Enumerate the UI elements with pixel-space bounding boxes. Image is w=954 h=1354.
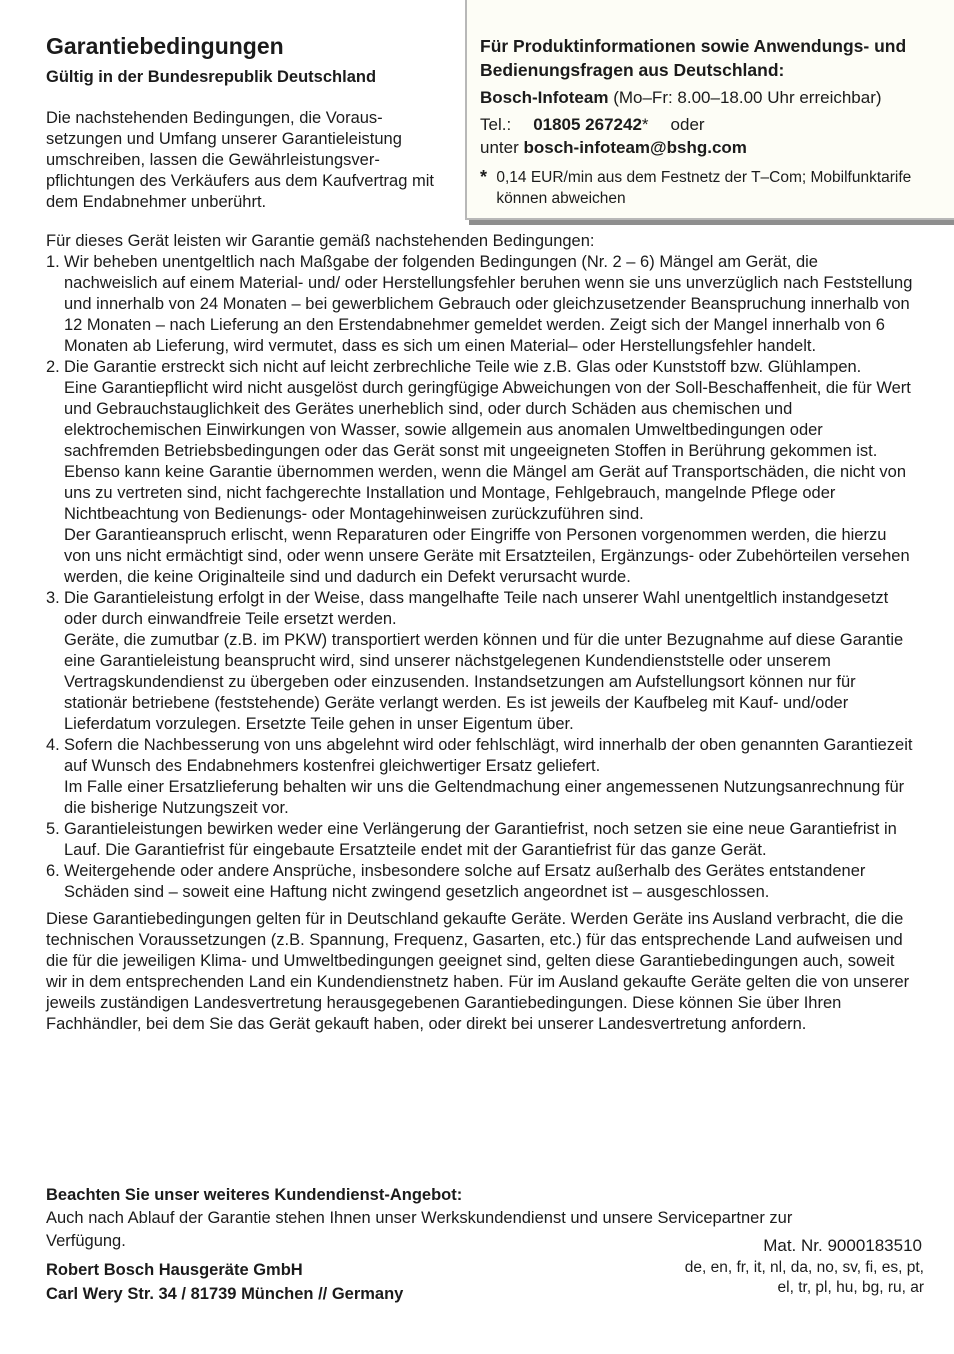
page-subtitle: Gültig in der Bundesrepublik Deutschland xyxy=(46,68,377,86)
email-address[interactable]: bosch-infoteam@bshg.com xyxy=(523,138,747,157)
condition-number: 1. xyxy=(46,253,60,271)
condition-item xyxy=(46,861,916,903)
condition-text: Sofern die Nachbesserung von uns abgelehnt wird oder fehlschlägt, wird innerhalb der oben genannten Garantiezeit auf Wunsch des Endabnehmers kostenfrei gleichwertiger Ersatz geliefert. xyxy=(64,736,913,775)
contact-info-box xyxy=(465,0,954,220)
condition-number: 6. xyxy=(46,862,60,880)
infoteam-name: Bosch-Infoteam xyxy=(480,88,609,107)
condition-number: 3. xyxy=(46,589,60,607)
conditions-lead: Für dieses Gerät leisten wir Garantie gemäß nachstehenden Bedingungen: xyxy=(46,232,595,250)
company-name: Robert Bosch Hausgeräte GmbH xyxy=(46,1261,303,1279)
condition-item xyxy=(46,357,916,588)
email-line xyxy=(480,137,945,159)
condition-text: Die Garantie erstreckt sich nicht auf leicht zerbrechliche Teile wie z.B. Glas oder Kunststoff bzw. Glühlampen. xyxy=(64,358,862,376)
infoteam-hours: (Mo–Fr: 8.00–18.00 Uhr erreichbar) xyxy=(613,88,882,107)
condition-item xyxy=(46,735,916,819)
language-codes: de, en, fr, it, nl, da, no, sv, fi, es, pt, el, tr, pl, hu, bg, ru, ar xyxy=(684,1259,924,1296)
condition-text: Garantieleistungen bewirken weder eine Verlängerung der Garantiefrist, noch setzen sie eine neue Garantiefrist in Lauf. Die Garantiefrist für eingebaute Ersatzteile endet mit der Garantiefrist für das ganze Gerät. xyxy=(64,820,897,859)
condition-text: Weitergehende oder andere Ansprüche, insbesondere solche auf Ersatz außerhalb des Gerätes entstandener Schäden sind – soweit eine Haftung nicht zwingend gesetzlich angeordnet ist – ausgeschlossen. xyxy=(64,862,866,901)
footnote-star: * xyxy=(480,167,488,187)
tariff-footnote xyxy=(480,167,945,209)
service-heading: Beachten Sie unser weiteres Kundendienst-Angebot: xyxy=(46,1186,463,1204)
contact-heading: Für Produktinformationen sowie Anwendungs- und Bedienungsfragen aus Deutschland: xyxy=(480,36,907,80)
company-address: Carl Wery Str. 34 / 81739 München // Germany xyxy=(46,1285,404,1303)
warranty-conditions xyxy=(46,231,916,1035)
condition-item xyxy=(46,819,916,861)
condition-paragraph: Im Falle einer Ersatzlieferung behalten wir uns die Geltendmachung einer angemessenen Nutzungsanrechnung für die bisherige Nutzungszeit vor. xyxy=(64,778,905,817)
conditions-outro: Diese Garantiebedingungen gelten für in Deutschland gekaufte Geräte. Werden Geräte ins Ausland verbracht, die die technischen Voraussetzungen (z.B. Spannung, Frequenz, Gasarten, etc.) für das entsprechende Land aufweisen und die für die jeweiligen Klima- und Umweltbedingungen geeignet sind, gelten diese Garantiebedingungen auch, soweit wir in dem entsprechenden Land ein Kundendienstnetz haben. Für im Ausland gekaufte Geräte gelten die von unserer jeweils zuständigen Landesvertretung herausgegebenen Garantiebedingungen. Diese können Sie über Ihren Fachhändler, bei dem Sie das Gerät gekauft haben, oder direkt bei unserer Landesvertretung anfordern. xyxy=(46,910,910,1033)
footnote-text: 0,14 EUR/min aus dem Festnetz der T–Com; Mobilfunktarife können abweichen xyxy=(496,169,912,207)
phone-label: Tel.: xyxy=(480,115,512,134)
condition-paragraph: Eine Garantiepflicht wird nicht ausgelöst durch geringfügige Abweichungen von der Soll-Beschaffenheit, die für Wert und Gebrauchstauglichkeit des Gerätes unerheblich sind, oder durch Schäden aus chemischen und elektrochemischen Einwirkungen von Wasser, sowie allgemein aus anomalen Umweltbedingungen oder sachfremden Betriebsbedingungen oder das Gerät sonst mit ungeeigneten Stoffen in Berührung gekommen ist. Ebenso kann keine Garantie übernommen werden, wenn die Mängel am Gerät auf Transportschäden, die nicht von uns zu vertreten sind, nicht fachgerechte Installation und Montage, Fehlgebrauch, mangelnde Pflege oder Nichtbeachtung von Bedienungs- oder Montagehinweisen zurückzuführen sind. xyxy=(64,379,911,523)
intro-paragraph: Die nachstehenden Bedingungen, die Voraus-setzungen und Umfang unserer Garantieleistung umschreiben, lassen die Gewährleistungsver-pflichtungen des Verkäufers aus dem Kaufvertrag mit dem Endabnehmer unberührt. xyxy=(46,109,434,211)
condition-text: Wir beheben unentgeltlich nach Maßgabe der folgenden Bedingungen (Nr. 2 – 6) Mängel am Gerät, die nachweislich auf einem Material- und/ oder Herstellungsfehler beruhen wenn sie uns unverzüglich nach Feststellung und innerhalb von 24 Monaten – bei gewerblichem Gebrauch oder gleichzusetzender Beanspruchung innerhalb von 12 Monaten – nach Lieferung an den Erstendabnehmer gemeldet werden. Zeigt sich der Mangel innerhalb von 6 Monaten ab Lieferung, wird vermutet, dass es sich um einen Material– oder Herstellungsfehler handelt. xyxy=(64,253,913,355)
email-prefix: unter xyxy=(480,138,519,157)
service-text: Auch nach Ablauf der Garantie stehen Ihnen unser Werkskundendienst und unsere Servicepartner zur Verfügung. xyxy=(46,1209,793,1250)
or-text: oder xyxy=(670,115,705,134)
condition-paragraph: Der Garantieanspruch erlischt, wenn Reparaturen oder Eingriffe von Personen vorgenommen werden, die hierzu von uns nicht ermächtigt sind, oder wenn unsere Geräte mit Ersatzteilen, Ergänzungs- oder Zubehörteilen versehen werden, die keine Originalteile sind und dadurch ein Defekt verursacht wurde. xyxy=(64,526,910,586)
condition-text: Die Garantieleistung erfolgt in der Weise, dass mangelhafte Teile nach unserer Wahl unentgeltlich instandgesetzt oder durch einwandfreie Teile ersetzt werden. xyxy=(64,589,889,628)
infoteam-line xyxy=(480,87,945,109)
condition-item xyxy=(46,588,916,735)
condition-number: 4. xyxy=(46,736,60,754)
phone-number[interactable]: 01805 267242 xyxy=(533,115,642,134)
page-title: Garantiebedingungen xyxy=(46,33,284,59)
phone-footnote-marker: * xyxy=(641,115,649,134)
condition-number: 5. xyxy=(46,820,60,838)
condition-item xyxy=(46,252,916,357)
condition-paragraph: Geräte, die zumutbar (z.B. im PKW) transportiert werden können und für die unter Bezugnahme auf diese Garantie eine Garantieleistung beansprucht wird, sind unserer nächstgelegenen Kundendienststelle oder unserem Vertragskundendienst zu übergeben oder einzusenden. Instandsetzungen am Aufstellungsort können nur für stationär betriebene (feststehende) Geräte verlangt werden. Es ist jeweils der Kaufbeleg mit Kauf- und/oder Lieferdatum vorzulegen. Ersetzte Teile gehen in unser Eigentum über. xyxy=(64,631,904,733)
conditions-list xyxy=(46,252,916,903)
material-number: Mat. Nr. 9000183510 xyxy=(763,1236,922,1255)
condition-number: 2. xyxy=(46,358,60,376)
phone-line xyxy=(480,114,945,136)
company-block xyxy=(46,1258,403,1306)
